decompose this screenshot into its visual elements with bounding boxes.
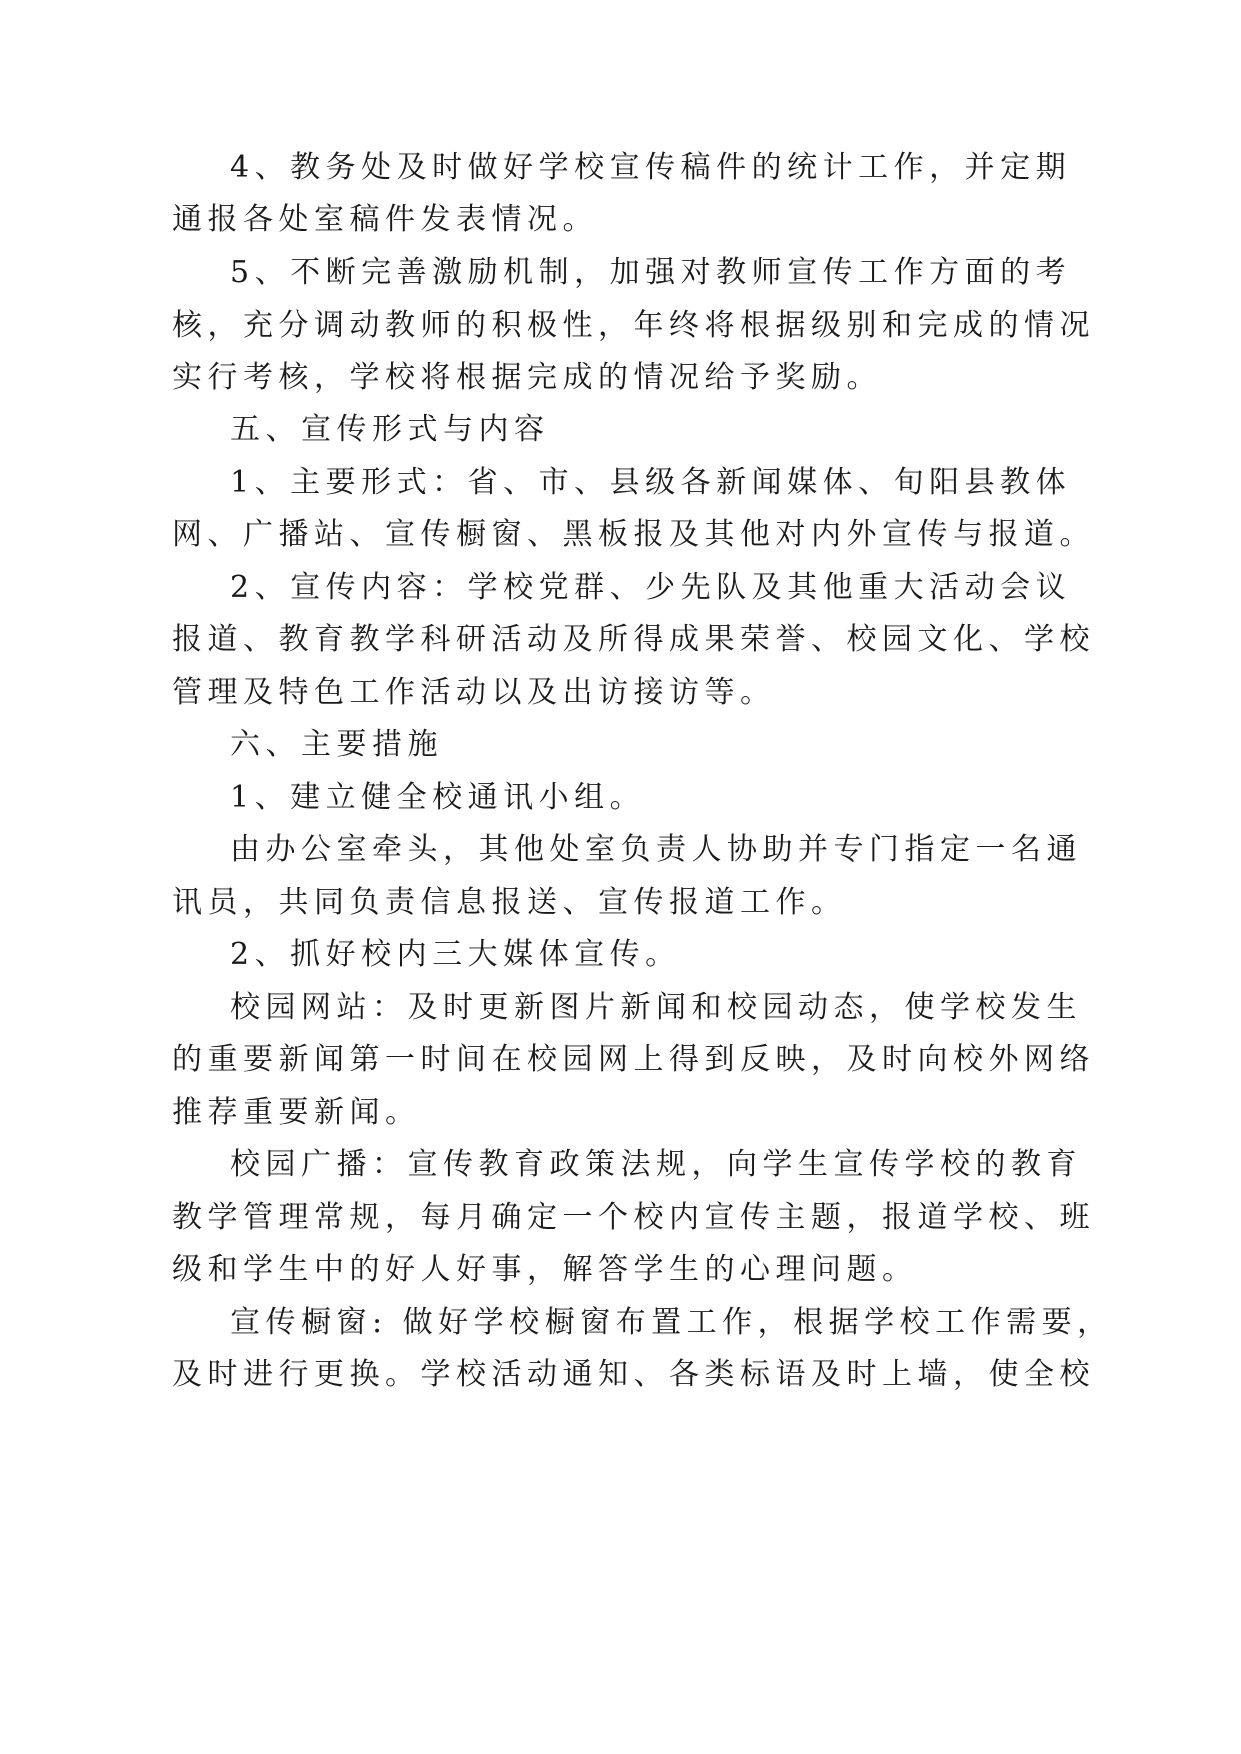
paragraph-line: 校园广播：宣传教育政策法规，向学生宣传学校的教育: [230, 1147, 1082, 1182]
paragraph-line: 报道、教育教学科研活动及所得成果荣誉、校园文化、学校: [172, 622, 1095, 657]
paragraph-line: 推荐重要新闻。: [172, 1095, 421, 1130]
paragraph-line: 及时进行更换。学校活动通知、各类标语及时上墙，使全校: [172, 1357, 1095, 1392]
paragraph-line: 实行考核，学校将根据完成的情况给予奖励。: [172, 360, 882, 395]
paragraph-line: 由办公室牵头，其他处室负责人协助并专门指定一名通: [230, 832, 1082, 867]
paragraph-line: 管理及特色工作活动以及出访接访等。: [172, 675, 776, 710]
paragraph-line: 核，充分调动教师的积极性，年终将根据级别和完成的情况: [172, 308, 1095, 343]
paragraph-line: 教学管理常规，每月确定一个校内宣传主题，报道学校、班: [172, 1200, 1095, 1235]
paragraph-line: 宣传橱窗: 做好学校橱窗布置工作，根据学校工作需要，: [230, 1305, 1113, 1340]
paragraph-line: 校园网站：及时更新图片新闻和校园动态，使学校发生: [230, 990, 1082, 1025]
paragraph-line: 通报各处室稿件发表情况。: [172, 202, 598, 237]
paragraph-line: 讯员，共同负责信息报送、宣传报道工作。: [172, 885, 847, 920]
paragraph-line: 4、教务处及时做好学校宣传稿件的统计工作，并定期: [230, 150, 1072, 185]
section-heading: 五、宣传形式与内容: [230, 412, 550, 447]
paragraph-line: 1、建立健全校通讯小组。: [230, 780, 646, 815]
section-heading: 六、主要措施: [230, 727, 443, 762]
paragraph-line: 1、主要形式：省、市、县级各新闻媒体、旬阳县教体: [230, 465, 1072, 500]
paragraph-line: 网、广播站、宣传橱窗、黑板报及其他对内外宣传与报道。: [172, 517, 1095, 552]
paragraph-line: 级和学生中的好人好事，解答学生的心理问题。: [172, 1252, 918, 1287]
paragraph-line: 2、抓好校内三大媒体宣传。: [230, 937, 681, 972]
paragraph-line: 的重要新闻第一时间在校园网上得到反映，及时向校外网络: [172, 1042, 1095, 1077]
paragraph-line: 5、不断完善激励机制，加强对教师宣传工作方面的考: [230, 255, 1072, 290]
paragraph-line: 2、宣传内容：学校党群、少先队及其他重大活动会议: [230, 570, 1072, 605]
